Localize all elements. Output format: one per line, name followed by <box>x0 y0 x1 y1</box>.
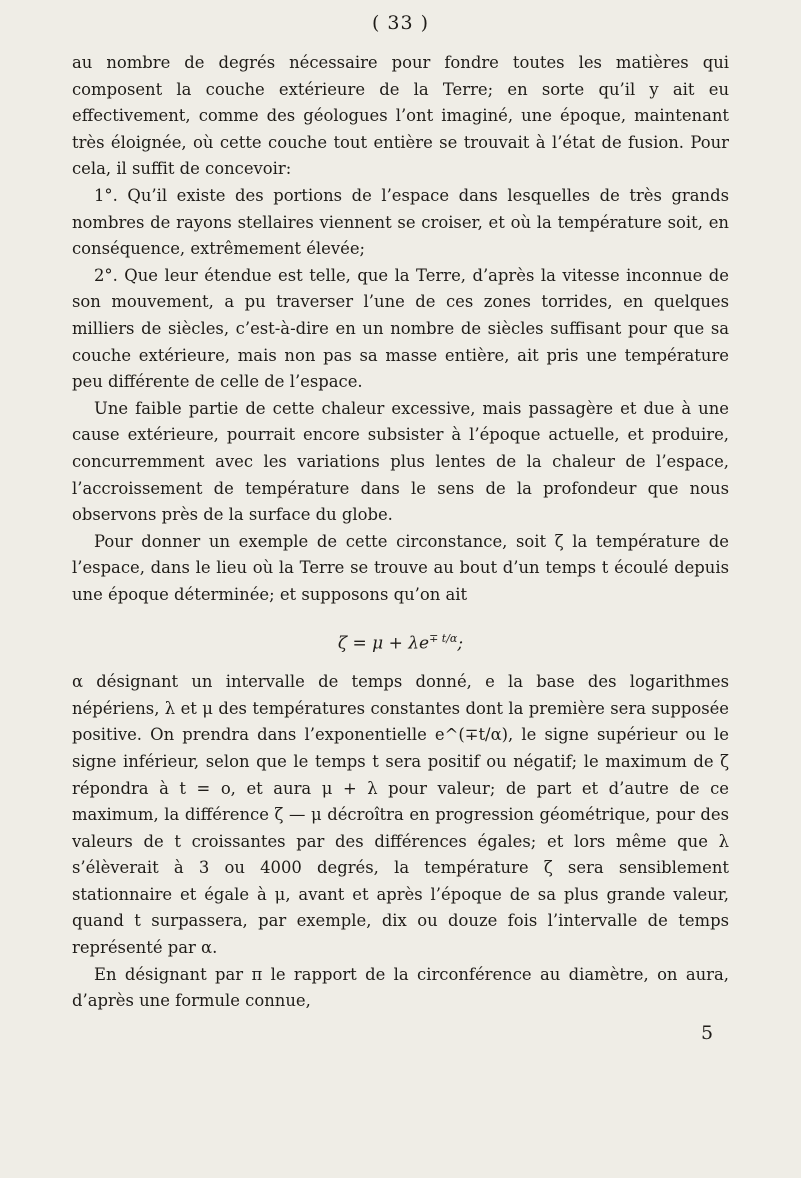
paragraph: Une faible partie de cette chaleur excessive, mais passagère et due à une cause extérieure, pourrait encore subsister à l’époque actuelle, et produire, concurremment avec les variations plus lentes de la chaleur de l’espace, l’accroissement de température dans le sens de la profondeur que nous observons près de la surface du globe. <box>72 398 729 525</box>
formula-end: ; <box>457 634 464 655</box>
paragraph: En désignant par π le rapport de la circonférence au diamètre, on aura, d’après une formule connue, <box>72 964 729 1011</box>
page-body <box>72 50 729 1015</box>
paragraph: au nombre de degrés nécessaire pour fondre toutes les matières qui composent la couche extérieure de la Terre; en sorte qu’il y ait eu effectivement, comme des géologues l’ont imaginé, une époque, maintenant très éloignée, où cette couche tout entière se trouvait à l’état de fusion. Pour cela, il suffit de concevoir: <box>72 53 729 179</box>
signature-mark: 5 <box>701 1022 714 1044</box>
paragraph: 2°. Que leur étendue est telle, que la Terre, d’après la vitesse inconnue de son mouvement, a pu traverser l’une de ces zones torrides, en quelques milliers de siècles, c’est-à-dire en un nombre de siècles suffisant pour que sa couche extérieure, mais non pas sa masse entière, ait pris une température peu différente de celle de l’espace. <box>72 265 729 392</box>
formula <box>72 622 729 661</box>
formula-base: ζ = μ + λe <box>337 634 430 655</box>
page-number: ( 33 ) <box>371 12 430 34</box>
paragraph: 1°. Qu’il existe des portions de l’espace dans lesquelles de très grands nombres de rayons stellaires viennent se croiser, et où la température soit, en conséquence, extrêmement élevée; <box>72 185 729 259</box>
paragraph: Pour donner un exemple de cette circonstance, soit ζ la température de l’espace, dans le lieu où la Terre se trouve au bout d’un temps t écoulé depuis une époque déterminée; et supposons qu’on ait <box>72 531 729 604</box>
paragraph: α désignant un intervalle de temps donné, e la base des logarithmes népériens, λ et μ des températures constantes dont la première sera supposée positive. On prendra dans l’exponentielle e^(∓t/α), le signe supérieur ou le signe inférieur, selon que le temps t sera positif ou négatif; le maximum de ζ répondra à t = o, et aura μ + λ pour valeur; de part et d’autre de ce maximum, la différence ζ — μ décroîtra en progression géométrique, pour des valeurs de t croissantes par des différences égales; et lors même que λ s’élèverait à 3 ou 4000 degrés, la température ζ sera sensiblement stationnaire et égale à μ, avant et après l’époque de sa plus grande valeur, quand t surpassera, par exemple, dix ou douze fois l’intervalle de temps représenté par α. <box>72 672 729 958</box>
formula-exponent: ∓ t/α <box>429 632 458 646</box>
